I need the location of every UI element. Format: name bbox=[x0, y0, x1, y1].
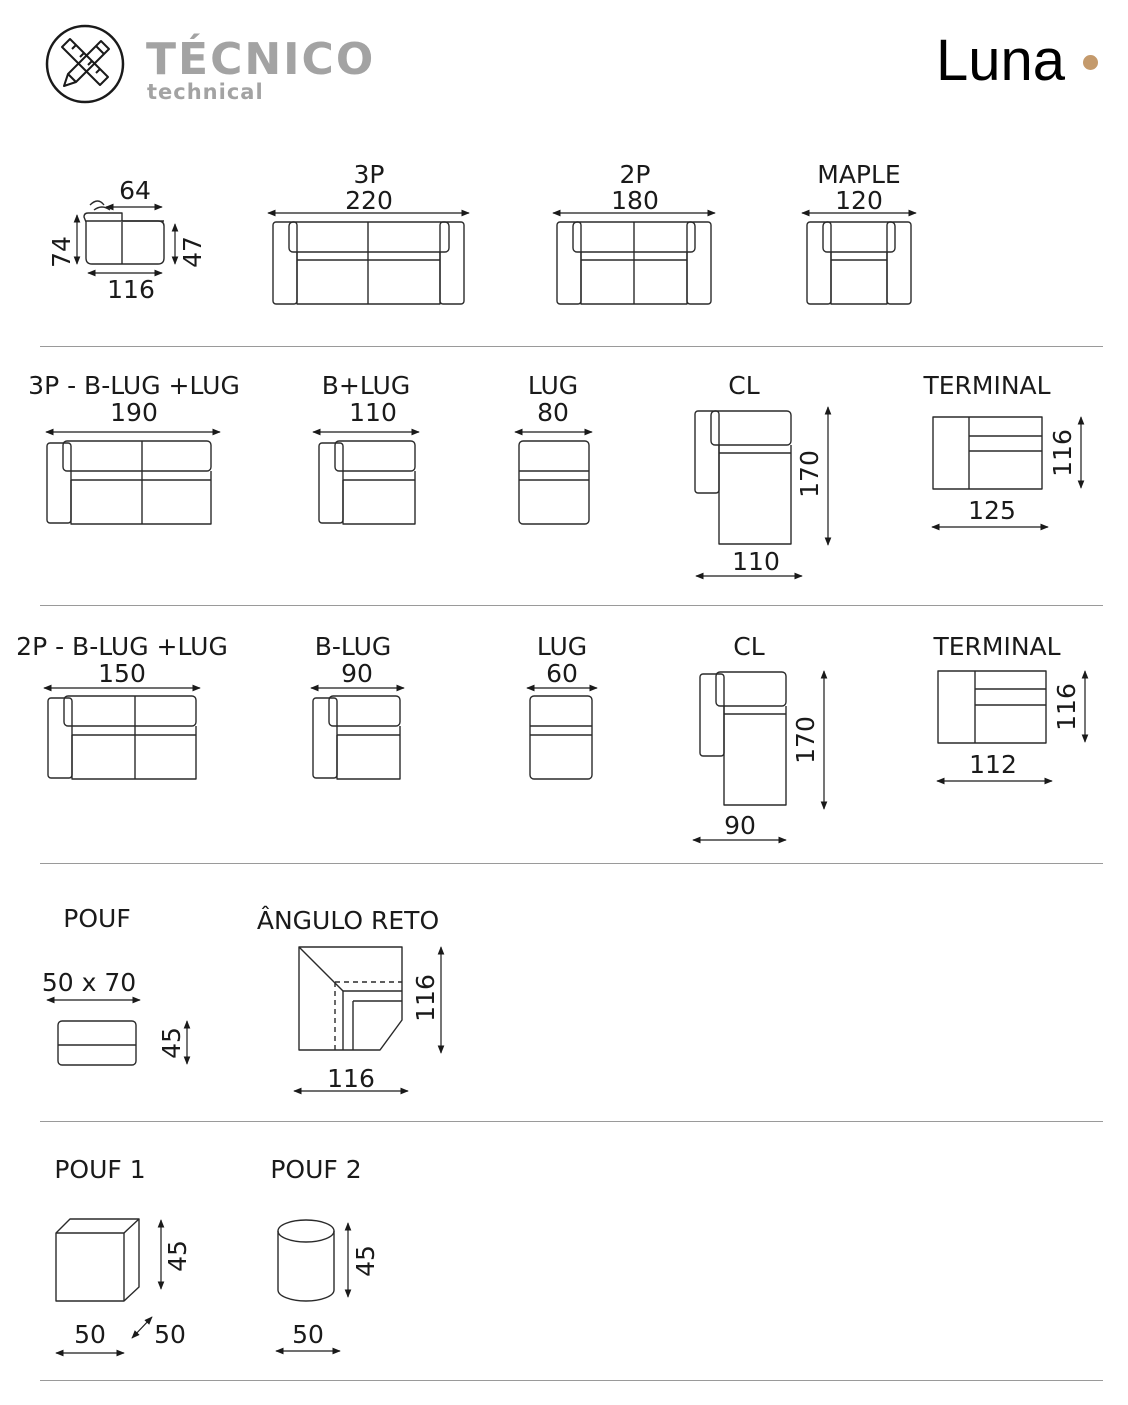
chaise-cl-90-length: 170 bbox=[791, 716, 820, 764]
divider bbox=[40, 346, 1103, 347]
pouf1-cube-drawing bbox=[56, 1219, 139, 1301]
corner-label: ÂNGULO RETO bbox=[256, 906, 440, 935]
module-lug-60-label: LUG bbox=[536, 632, 588, 661]
side-seat-height: 47 bbox=[178, 236, 207, 268]
module-3p-blug-lug-label: 3P - B-LUG +LUG bbox=[28, 371, 240, 400]
terminal-112-width: 112 bbox=[969, 750, 1017, 779]
module-lug-60-width: 60 bbox=[546, 659, 578, 688]
sofa-3p-drawing bbox=[273, 222, 464, 304]
sofa-2p-label: 2P bbox=[619, 160, 651, 189]
pouf1-width: 50 bbox=[74, 1320, 106, 1349]
pouf-height: 45 bbox=[157, 1027, 186, 1059]
pouf-size: 50 x 70 bbox=[41, 968, 137, 997]
module-3p-blug-lug-width: 190 bbox=[110, 398, 158, 427]
module-b-plus-lug-width: 110 bbox=[349, 398, 397, 427]
divider bbox=[40, 1380, 1103, 1381]
side-profile-drawing bbox=[84, 201, 164, 264]
sofa-2p-drawing bbox=[557, 222, 711, 304]
corner-drawing bbox=[299, 947, 402, 1050]
chaise-cl-90-drawing bbox=[700, 672, 786, 805]
side-depth: 64 bbox=[119, 176, 151, 205]
chaise-cl-110-length: 170 bbox=[795, 450, 824, 498]
chaise-cl-110-drawing bbox=[695, 411, 791, 544]
module-lug-60-drawing bbox=[530, 696, 592, 779]
module-b-lug-width: 90 bbox=[341, 659, 373, 688]
terminal-125-label: TERMINAL bbox=[923, 371, 1051, 400]
module-3p-blug-lug-drawing bbox=[47, 441, 211, 524]
chaise-cl-90-label: CL bbox=[733, 632, 765, 661]
module-lug-80-drawing bbox=[519, 441, 589, 524]
module-lug-80-width: 80 bbox=[537, 398, 569, 427]
module-b-lug-label: B-LUG bbox=[314, 632, 392, 661]
brand-subtitle: technical bbox=[147, 80, 264, 104]
pouf2-height: 45 bbox=[351, 1245, 380, 1277]
terminal-112-depth: 116 bbox=[1052, 683, 1081, 731]
pouf2-cylinder-drawing bbox=[278, 1220, 334, 1301]
maple-width: 120 bbox=[835, 186, 883, 215]
divider bbox=[40, 605, 1103, 606]
pouf-label: POUF bbox=[63, 904, 131, 933]
module-b-plus-lug-drawing bbox=[319, 441, 415, 524]
chaise-cl-90-width: 90 bbox=[724, 811, 756, 840]
divider bbox=[40, 1121, 1103, 1122]
divider bbox=[40, 863, 1103, 864]
sofa-3p-width: 220 bbox=[345, 186, 393, 215]
module-b-lug-drawing bbox=[313, 696, 400, 779]
sofa-3p-label: 3P bbox=[353, 160, 385, 189]
terminal-125-width: 125 bbox=[968, 496, 1016, 525]
module-2p-blug-lug-label: 2P - B-LUG +LUG bbox=[16, 632, 228, 661]
pouf1-label: POUF 1 bbox=[54, 1155, 146, 1184]
corner-width: 116 bbox=[327, 1064, 375, 1093]
module-lug-80-label: LUG bbox=[527, 371, 579, 400]
pouf-drawing bbox=[58, 1021, 136, 1065]
sofa-2p-width: 180 bbox=[611, 186, 659, 215]
terminal-125-drawing bbox=[933, 417, 1042, 489]
brand-title: TÉCNICO bbox=[146, 34, 376, 85]
terminal-112-drawing bbox=[938, 671, 1046, 743]
module-b-plus-lug-label: B+LUG bbox=[321, 371, 411, 400]
side-width: 116 bbox=[107, 275, 155, 304]
chaise-cl-110-width: 110 bbox=[732, 547, 780, 576]
module-2p-blug-lug-width: 150 bbox=[98, 659, 146, 688]
pouf2-diameter: 50 bbox=[292, 1320, 324, 1349]
pouf1-height: 45 bbox=[163, 1240, 192, 1272]
terminal-125-depth: 116 bbox=[1048, 429, 1077, 477]
side-height: 74 bbox=[47, 236, 76, 268]
pouf1-depth: 50 bbox=[154, 1320, 186, 1349]
terminal-112-label: TERMINAL bbox=[933, 632, 1061, 661]
product-name: Luna bbox=[936, 28, 1066, 93]
maple-label: MAPLE bbox=[817, 160, 901, 189]
chaise-cl-110-label: CL bbox=[728, 371, 760, 400]
corner-depth: 116 bbox=[411, 974, 440, 1022]
maple-drawing bbox=[807, 222, 911, 304]
pouf2-label: POUF 2 bbox=[270, 1155, 362, 1184]
module-2p-blug-lug-drawing bbox=[48, 696, 196, 779]
